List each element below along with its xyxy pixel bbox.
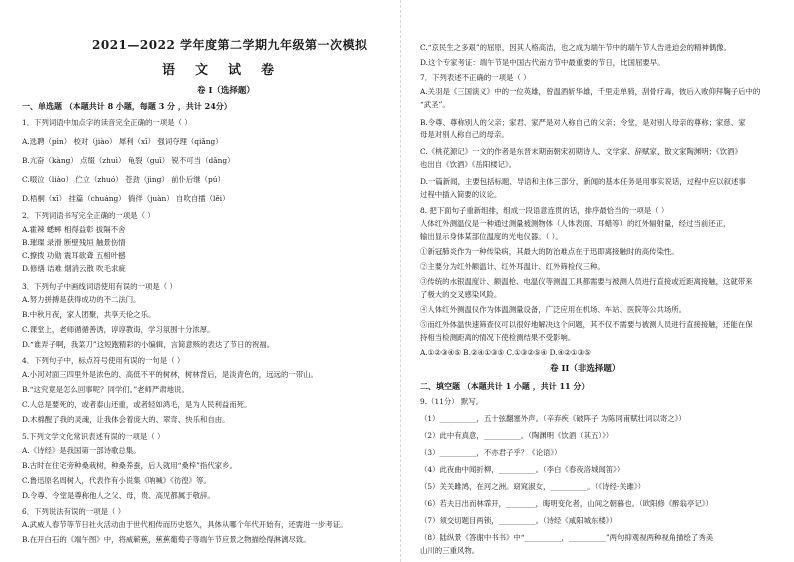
right-text-line: （4）此夜曲中闻折柳，__________。（李白《春夜洛城闻笛》）	[420, 465, 625, 474]
right-text-line: （5）关关雎鸠，在河之洲。窈窕淑女，__________。（《诗经·关雎》）	[420, 482, 646, 491]
right-text-line: C.“京民生之多艰”的屈原，因其人格高洁，也之成为端午节中的端午节人告进迫会的精神偶像。	[420, 43, 731, 52]
right-text-line: 山川的三重风物。	[420, 546, 480, 555]
right-text-line: 过程中插入简要的议论。	[420, 190, 502, 199]
right-text-line: ④人体红外测温仪作为体温测量设备，广泛应用在机场、车站、医院等公共场所。	[420, 305, 687, 314]
left-text-line: A.霍辣 蟋蟀 相得益彰 拔隔不舍	[22, 225, 126, 234]
left-text-line: B.亢奋（kàng） 点缀（zhuì） 龟裂（guī） 锐不可当（dǎng）	[22, 156, 235, 165]
left-text-line: B.古时在住宅旁种桑栽树，种桑养蚕，后人就用“桑梓”指代家乡。	[22, 461, 237, 470]
right-text-line: A.关羽是《三国演义》中的一位英雄，曾温酒斩华雄，千里走单骑，刮骨疗毒，彼后入败仰拜鞠子后中的	[420, 87, 761, 96]
left-text-line: C.人总是要死的，或者泰山还重，或者轻如鸿毛，是为人民利益而死。	[22, 400, 252, 409]
left-text-line: A.小河对面三四里外是浓色的、高低不平的树林，树林背后，是淡青色的，远远的一带山。	[22, 370, 318, 379]
right-text-line: （1）__________，五十弦翻塞外声。（辛弃疾《破阵子 为陈同甫赋壮词以寄之》）	[420, 414, 686, 423]
right-text-line: A.①②③④⑤ B.②④①③⑤ C.①③②⑤④ D.④②①③⑤	[420, 348, 591, 357]
right-text-line: （3）__________，不亦君子乎？《论语》）	[420, 448, 562, 457]
right-text-line: （8）陆纵景《答谢中书书》中“__________，__________”两句抑观视两种视角描绘了秀美	[420, 533, 714, 542]
left-text-line: B.“这究竟是怎么回事呢？同学们。”老师严肃地说。	[22, 385, 189, 394]
left-text-line: B.在开白石的《端午图》中，将威蕲蕉，蕉蕉葡萄子等端午节应景之物描绘得淋漓尽致。	[22, 535, 311, 544]
right-text-line: 7．下列表述不正确的一项是（ ）	[420, 73, 531, 82]
left-text-line: A.武威人春节等节日社火活动由于世代相传而历史悠久，具体从哪个年代开始有，还需进一步考证。	[22, 520, 348, 529]
left-text-line: C.啜泣（liào） 伫立（zhuó） 苍劲（jìng） 前仆后继（pú）	[22, 175, 225, 184]
left-text-line: D.木棉醒了我的灵魂，让我体会着庞大的、翠奇、快乐和自由。	[22, 415, 230, 424]
right-text-line: ③传统的水银温度计、额温枪、电温仪等测温工具都需要与被测人员进行直接或近距离接触，这就带来	[420, 277, 753, 286]
left-text-line: D.令尊、令堂是尊称他人之父、母，贵、高见都属于敬辞。	[22, 491, 215, 500]
left-text-line: D.“谁弄子啊，我菜刀”这短跑精彩的小编辑，言简意赅的表达了节日的祝福。	[22, 340, 275, 349]
left-text-line: 2．下列词语书写完全正确的一项是（ ）	[22, 211, 155, 220]
right-text-line: ①新冠肺炎作为一种传染病，其最大的防治难点在于迅即离接触时的高传染性。	[420, 247, 679, 256]
right-text-line: B.令尊、尊称别人的父亲；家君、家严是对人称自己的父亲；令堂，是对别人母亲的尊称；家慈、家	[420, 118, 746, 127]
left-text-line: 2021—2022 学年度第二学期九年级第一次模拟	[92, 38, 368, 52]
right-text-line: C.《桃花源记》一文的作者是东晋末期南朝宋初期诗人、文学家、辞赋家、散文家陶渊明；《饮酒》	[420, 147, 742, 156]
left-text-line: D.修缮 诘难 烟消云散 吹毛求疵	[22, 264, 126, 273]
right-text-line: D.一篇新闻，主要包括标题、导语和主体三部分，新闻的基本任务是用事实说话，过程中应以叙述事	[420, 177, 746, 186]
right-text-line: ⑤而红外体温快速筛查仪可以很好地解决这个问题，其不仅不需要与被测人员进行直接接触，还能在保	[420, 320, 753, 329]
left-text-line: B.中秋月夜，家人团聚，共享天伦之乐。	[22, 310, 156, 319]
left-text-line: A.《诗经》是我国第一部诗歌总集。	[22, 446, 141, 455]
left-text-line: 语文试卷	[162, 63, 295, 78]
right-text-line: D.这个专家考证：端午节是中国古代南方节中最重要的节日，比国屈要早。	[420, 58, 665, 67]
right-text-line: （6）若夫日出而林霏开，________，晦明变化者，山间之朝暮也。（欧阳修《醉翁亭记》）	[420, 499, 713, 508]
right-text-line: 人体红外测温仪是一种通过测量被测物体（人体表面、耳蜡等）的红外辐射量，经过当前还正，	[420, 219, 731, 228]
left-text-line: C.鲁迅原名周树人，代表作有小说集《呐喊》《彷徨》等。	[22, 476, 211, 485]
right-text-line: 8. 把下面句子重新组排，组成一段语意连贯的话，排序最恰当的一项是（ ）	[420, 206, 669, 215]
left-text-line: 3．下列句子中画线词语使用有误的一项是（ ）	[22, 282, 177, 291]
left-text-line: 1．下列词语中加点字的读音完全正确的一项是（ ）	[22, 118, 192, 127]
left-text-line: C.撩拨 功勋 震耳欲聋 五相叶撼	[22, 251, 126, 260]
right-text-line: 了极大的交叉感染风险。	[420, 290, 502, 299]
left-text-line: D.梧桐（xī） 挂篇（chuáng） 徜徉（juàn） 自吹自擂（lěi）	[22, 194, 230, 203]
left-text-line: 5.下列文学文化常识表述有误的一项是（ ）	[22, 432, 165, 441]
column-divider	[400, 0, 401, 562]
right-text-line: 输出显示身体某部位温度的光电仪器。（ ）。	[420, 232, 563, 241]
left-text-line: 一、单选题 （本题共计 8 小题，每题 3 分 ，共计 24分）	[22, 101, 232, 111]
right-text-line: “武圣”。	[420, 100, 450, 109]
right-text-line: （2）此中有真意，__________。（陶渊明《饮酒（其五）》）	[420, 431, 614, 440]
left-text-line: C.课堂上，老师循循善诱，谆谆教诲，学习氛围十分浓厚。	[22, 325, 215, 334]
right-text-line: （7）须交切题目两锁，__________。（诗经《咸阳城东楼》）	[420, 516, 617, 525]
right-text-line: 也出自《饮酒》《岳阳楼记》。	[420, 160, 517, 169]
right-text-line: 卷 II（非选择题）	[550, 364, 621, 374]
left-text-line: 6．下列说法有误的一项是（ ）	[22, 507, 126, 516]
right-text-line: 二、填空题 （本题共计 1 小题 ，共计 11 分）	[420, 381, 590, 391]
left-text-line: 卷 I（选择题）	[197, 86, 255, 96]
left-text-line: A.努力拼搏是获得成功的不二法门。	[22, 295, 141, 304]
right-text-line: 母是对别人称自己的母亲。	[420, 130, 509, 139]
left-text-line: B.璀璨 录滑 断壁残垣 触景伤情	[22, 238, 126, 247]
right-text-line: 持相当检测距离的情况下使检测结果不受影响。	[420, 333, 576, 342]
left-text-line: 4．下列句子中，标点符号使用有误的一句是（ ）	[22, 356, 185, 365]
left-text-line: A.选聘（pìn） 校对（jiào） 犀利（xī） 强词夺理（qiǎng）	[22, 137, 223, 146]
right-text-line: 9.（11分） 默写。	[420, 397, 484, 406]
right-text-line: ②主要分为红外额温计、红外耳温计、红外筛检仪三种。	[420, 262, 605, 271]
